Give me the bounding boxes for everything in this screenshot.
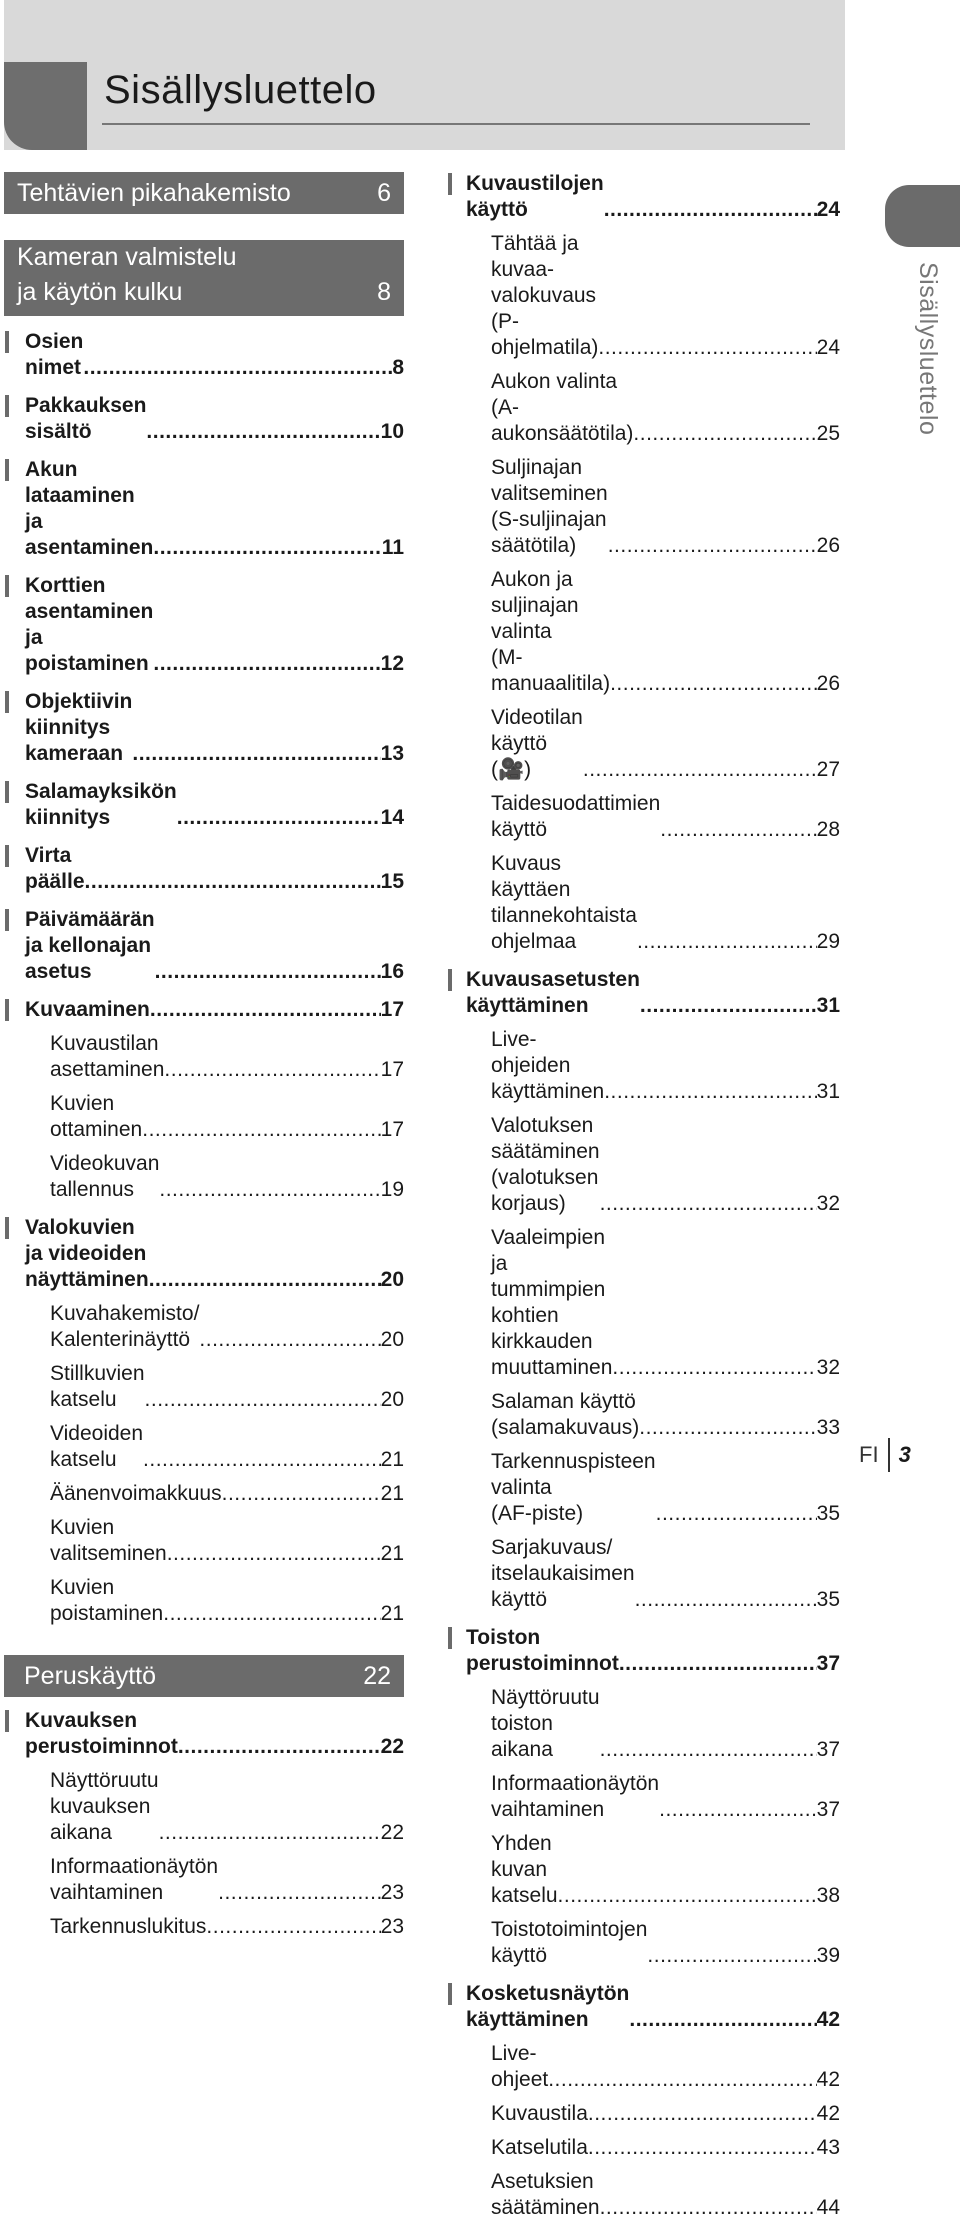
toc-entry[interactable]: Kuvauksen perustoiminnot ..... 22 xyxy=(4,1708,404,1760)
toc-subentry[interactable]: Videotilan käyttö (🎥) ..... 27 xyxy=(447,705,840,783)
language-code: FI xyxy=(859,1442,879,1467)
section-title: Kameran valmistelu ja käytön kulku xyxy=(17,243,237,306)
toc-subentry[interactable]: Taidesuodattimien käyttö ..... 28 xyxy=(447,791,840,843)
chapter-side-label: Sisällysluettelo xyxy=(914,262,942,436)
toc-subentry[interactable]: Tarkennuslukitus ..... 23 xyxy=(4,1914,404,1940)
toc-entry[interactable]: Kuvaustilojen käyttö ..... 24 xyxy=(447,171,840,223)
toc-entry[interactable]: Objektiivin kiinnitys kameraan ..... 13 xyxy=(4,689,404,767)
toc-entry[interactable]: Korttien asentaminen ja poistaminen ..... 12 xyxy=(4,573,404,677)
section-page: 6 xyxy=(377,179,391,207)
toc-subentry[interactable]: Live-ohjeet ..... 42 xyxy=(447,2041,840,2093)
toc-subentry[interactable]: Asetuksien säätäminen ..... 44 xyxy=(447,2169,840,2221)
chapter-side-tab xyxy=(885,185,960,247)
toc-subentry[interactable]: Tarkennuspisteen valinta (AF-piste) ..... 35 xyxy=(447,1449,840,1527)
toc-entry[interactable]: Kuvausasetusten käyttäminen ..... 31 xyxy=(447,967,840,1019)
toc-subentry[interactable]: Vaaleimpien ja tummimpien kohtien kirkkauden muuttaminen ..... 32 xyxy=(447,1225,840,1381)
toc-left-column xyxy=(4,172,404,1940)
toc-subentry[interactable]: Salaman käyttö (salamakuvaus) ..... 33 xyxy=(447,1389,840,1441)
toc-subentry[interactable]: Kuvien ottaminen ..... 17 xyxy=(4,1091,404,1143)
toc-subentry[interactable]: Stillkuvien katselu ..... 20 xyxy=(4,1361,404,1413)
toc-subentry[interactable]: Informaationäytön vaihtaminen ..... 23 xyxy=(4,1854,404,1906)
footer-divider xyxy=(888,1438,890,1472)
toc-subentry[interactable]: Videokuvan tallennus ..... 19 xyxy=(4,1151,404,1203)
toc-entry[interactable]: Virta päälle ..... 15 xyxy=(4,843,404,895)
title-tab-decoration xyxy=(4,62,87,150)
toc-subentry[interactable]: Aukon valinta (A-aukonsäätötila) ..... 25 xyxy=(447,369,840,447)
toc-entry[interactable]: Valokuvien ja videoiden näyttäminen ..... 20 xyxy=(4,1215,404,1293)
toc-entry[interactable]: Päivämäärän ja kellonajan asetus ..... 16 xyxy=(4,907,404,985)
toc-subentry[interactable]: Aukon ja suljinajan valinta (M-manuaalitila) ..... 26 xyxy=(447,567,840,697)
page-title: Sisällysluettelo xyxy=(104,68,377,112)
toc-subentry[interactable]: Kuvahakemisto/ Kalenterinäyttö ..... 20 xyxy=(4,1301,404,1353)
toc-subentry[interactable]: Suljinajan valitseminen (S-suljinajan säätötila) ..... 26 xyxy=(447,455,840,559)
toc-entry[interactable]: Osien nimet ..... 8 xyxy=(4,329,404,381)
toc-subentry[interactable]: Tähtää ja kuvaa-valokuvaus (P-ohjelmatila) ..... 24 xyxy=(447,231,840,361)
toc-entry[interactable]: Kuvaaminen ..... 17 xyxy=(4,997,404,1023)
toc-subentry[interactable]: Kuvaus käyttäen tilannekohtaista ohjelmaa ..... 29 xyxy=(447,851,840,955)
toc-subentry[interactable]: Valotuksen säätäminen (valotuksen korjaus) ..... 32 xyxy=(447,1113,840,1217)
section-page: 22 xyxy=(363,1662,391,1690)
section-header-camera-preparation[interactable] xyxy=(4,240,404,316)
toc-entry[interactable]: Toiston perustoiminnot ..... 37 xyxy=(447,1625,840,1677)
section-header-basic-usage[interactable] xyxy=(4,1655,404,1697)
page-footer xyxy=(859,1438,911,1472)
toc-subentry[interactable]: Kuvien poistaminen ..... 21 xyxy=(4,1575,404,1627)
toc-entry[interactable]: Salamayksikön kiinnitys ..... 14 xyxy=(4,779,404,831)
section-title: Peruskäyttö xyxy=(24,1662,157,1690)
toc-entry[interactable]: Kosketusnäytön käyttäminen ..... 42 xyxy=(447,1981,840,2033)
toc-subentry[interactable]: Katselutila ..... 43 xyxy=(447,2135,840,2161)
toc-right-column xyxy=(447,167,840,2221)
toc-subentry[interactable]: Äänenvoimakkuus ..... 21 xyxy=(4,1481,404,1507)
section-header-quick-index[interactable] xyxy=(4,172,404,214)
title-underline xyxy=(102,123,810,125)
section-title: Tehtävien pikahakemisto xyxy=(17,179,291,207)
toc-subentry[interactable]: Näyttöruutu kuvauksen aikana ..... 22 xyxy=(4,1768,404,1846)
toc-subentry[interactable]: Kuvaustilan asettaminen ..... 17 xyxy=(4,1031,404,1083)
toc-subentry[interactable]: Kuvaustila ..... 42 xyxy=(447,2101,840,2127)
toc-subentry[interactable]: Yhden kuvan katselu ..... 38 xyxy=(447,1831,840,1909)
toc-subentry[interactable]: Sarjakuvaus/ itselaukaisimen käyttö ..... 35 xyxy=(447,1535,840,1613)
toc-subentry[interactable]: Live-ohjeiden käyttäminen ..... 31 xyxy=(447,1027,840,1105)
toc-entry[interactable]: Pakkauksen sisältö ..... 10 xyxy=(4,393,404,445)
toc-subentry[interactable]: Toistotoimintojen käyttö ..... 39 xyxy=(447,1917,840,1969)
toc-entry[interactable]: Akun lataaminen ja asentaminen ..... 11 xyxy=(4,457,404,561)
section-page: 8 xyxy=(377,278,391,306)
toc-subentry[interactable]: Kuvien valitseminen ..... 21 xyxy=(4,1515,404,1567)
toc-subentry[interactable]: Informaationäytön vaihtaminen ..... 37 xyxy=(447,1771,840,1823)
page-number: 3 xyxy=(898,1442,911,1467)
toc-subentry[interactable]: Näyttöruutu toiston aikana ..... 37 xyxy=(447,1685,840,1763)
toc-subentry[interactable]: Videoiden katselu ..... 21 xyxy=(4,1421,404,1473)
toc-list-1 xyxy=(4,329,404,1627)
toc-list-2 xyxy=(4,1708,404,1940)
